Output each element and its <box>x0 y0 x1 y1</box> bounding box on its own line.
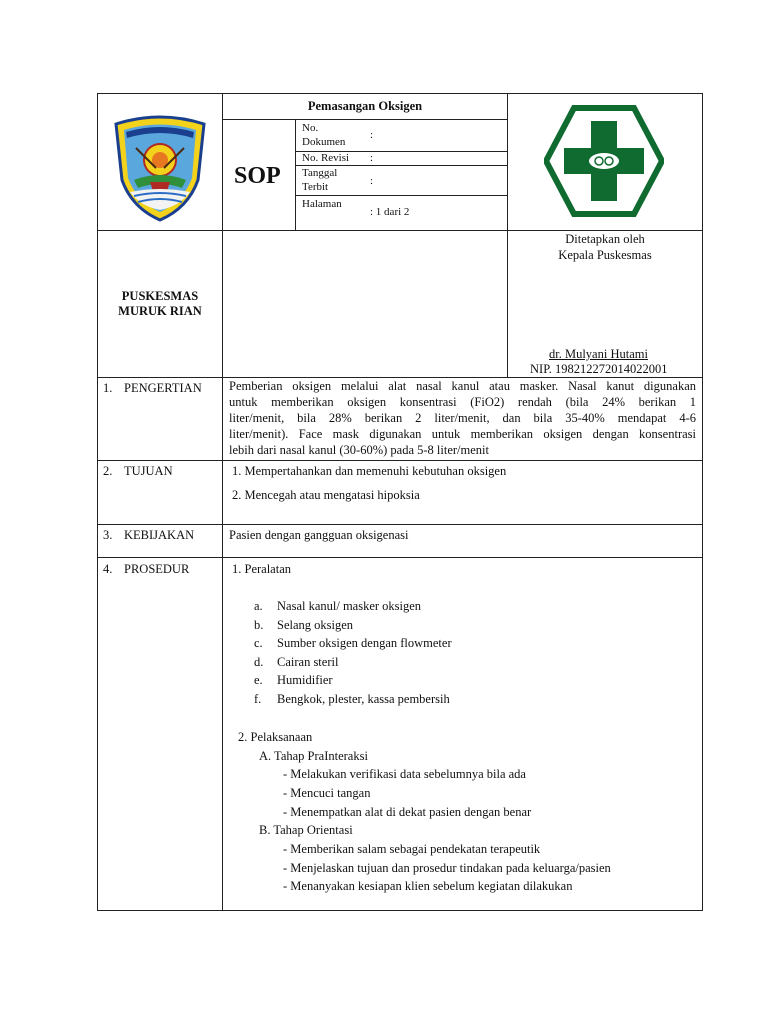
header-bottom-line <box>97 230 703 231</box>
title-underline <box>222 119 508 120</box>
peralatan-item: Nasal kanul/ masker oksigen <box>277 599 422 613</box>
kebijakan-bottom-line <box>97 557 703 558</box>
peralatan-item: Selang oksigen <box>277 618 354 632</box>
institution-name-line-1: PUSKESMAS <box>121 289 199 303</box>
meta-value-tanggal: : <box>370 175 374 187</box>
pengertian-line: liter/menit). Face mask digunakan untuk memberikan oksigen dengan konsentrasi <box>229 427 696 441</box>
peralatan-mark: a. <box>254 599 263 613</box>
pengertian-line: lebih dari nasal kanul (30-60%) pada 5-8 liter/menit <box>229 443 489 457</box>
section-number: 3. <box>103 528 113 542</box>
tahap-b-item: - Memberikan salam sebagai pendekatan terapeutik <box>283 842 541 856</box>
tahap-b-item: - Menjelaskan tujuan dan prosedur tindakan pada keluarga/pasien <box>283 861 611 875</box>
meta-row-line <box>295 165 508 166</box>
tujuan-bottom-line <box>97 524 703 525</box>
meta-value-revisi: : <box>370 152 374 164</box>
peralatan-heading: 1. Peralatan <box>232 562 292 576</box>
peralatan-mark: e. <box>254 673 263 687</box>
peralatan-item: Sumber oksigen dengan flowmeter <box>277 636 452 650</box>
meta-label-dokumen-2: Dokumen <box>302 136 346 148</box>
peralatan-mark: c. <box>254 636 263 650</box>
kepala-text: Kepala Puskesmas <box>558 248 652 262</box>
sop-label: SOP <box>234 163 281 189</box>
meta-label-revisi: No. Revisi <box>302 152 350 164</box>
institution-name-line-2: MURUK RIAN <box>118 304 202 318</box>
section-number: 2. <box>103 464 113 478</box>
ditetapkan-text: Ditetapkan oleh <box>565 232 645 246</box>
meta-label-tanggal-1: Tanggal <box>302 167 338 179</box>
peralatan-mark: d. <box>254 655 264 669</box>
section-number: 1. <box>103 381 113 395</box>
regency-seal-logo <box>110 110 210 222</box>
meta-label-dokumen-1: No. <box>302 122 319 134</box>
section-label-kebijakan: KEBIJAKAN <box>124 528 195 542</box>
table-border-top <box>97 93 703 94</box>
signer-name: dr. Mulyani Hutami <box>549 347 648 361</box>
tujuan-item: 2. Mencegah atau mengatasi hipoksia <box>232 488 420 502</box>
puskesmas-logo <box>544 105 664 217</box>
section-label-prosedur: PROSEDUR <box>124 562 190 576</box>
table-border-bottom <box>97 910 703 911</box>
peralatan-mark: f. <box>254 692 262 706</box>
tahap-b-heading: B. Tahap Orientasi <box>259 823 353 837</box>
tahap-a-heading: A. Tahap PraInteraksi <box>259 749 368 763</box>
tahap-b-item: - Menanyakan kesiapan klien sebelum kegiatan dilakukan <box>283 879 573 893</box>
section-label-pengertian: PENGERTIAN <box>124 381 202 395</box>
signer-nip: NIP. 198212272014022001 <box>530 362 668 376</box>
tahap-a-item: - Mencuci tangan <box>283 786 371 800</box>
peralatan-item: Cairan steril <box>277 655 339 669</box>
peralatan-mark: b. <box>254 618 264 632</box>
meta-row-line <box>295 195 508 196</box>
table-border-left <box>97 93 98 911</box>
tujuan-item: 1. Mempertahankan dan memenuhi kebutuhan oksigen <box>232 464 507 478</box>
institution-bottom-line <box>97 377 703 378</box>
tahap-a-item: - Melakukan verifikasi data sebelumnya bila ada <box>283 767 526 781</box>
pengertian-line: Pemberian oksigen melalui alat nasal kanul atau masker. Nasal kanut digunakan <box>229 379 696 393</box>
section-label-tujuan: TUJUAN <box>124 464 173 478</box>
meta-value-dokumen: : <box>370 129 374 141</box>
column-divider <box>222 93 223 911</box>
meta-label-tanggal-2: Terbit <box>302 181 329 193</box>
pelaksanaan-heading: 2. Pelaksanaan <box>238 730 313 744</box>
peralatan-item: Bengkok, plester, kassa pembersih <box>277 692 450 706</box>
sop-divider <box>295 119 296 230</box>
pengertian-line: untuk memberikan oksigen konsentrasi (FiO2) rendah (bila 24% berikan 1 <box>229 395 696 409</box>
pengertian-line: liter/menit, bila 28% berikan 2 liter/menit, dan bila 35-40% mendapat 4-6 <box>229 411 696 425</box>
document-title: Pemasangan Oksigen <box>307 99 423 113</box>
meta-value-halaman: : 1 dari 2 <box>370 206 410 218</box>
pengertian-bottom-line <box>97 460 703 461</box>
section-number: 4. <box>103 562 113 576</box>
tahap-a-item: - Menempatkan alat di dekat pasien dengan benar <box>283 805 532 819</box>
meta-label-halaman: Halaman <box>302 198 342 210</box>
peralatan-item: Humidifier <box>277 673 333 687</box>
kebijakan-text: Pasien dengan gangguan oksigenasi <box>229 528 409 542</box>
table-border-right <box>702 93 703 911</box>
